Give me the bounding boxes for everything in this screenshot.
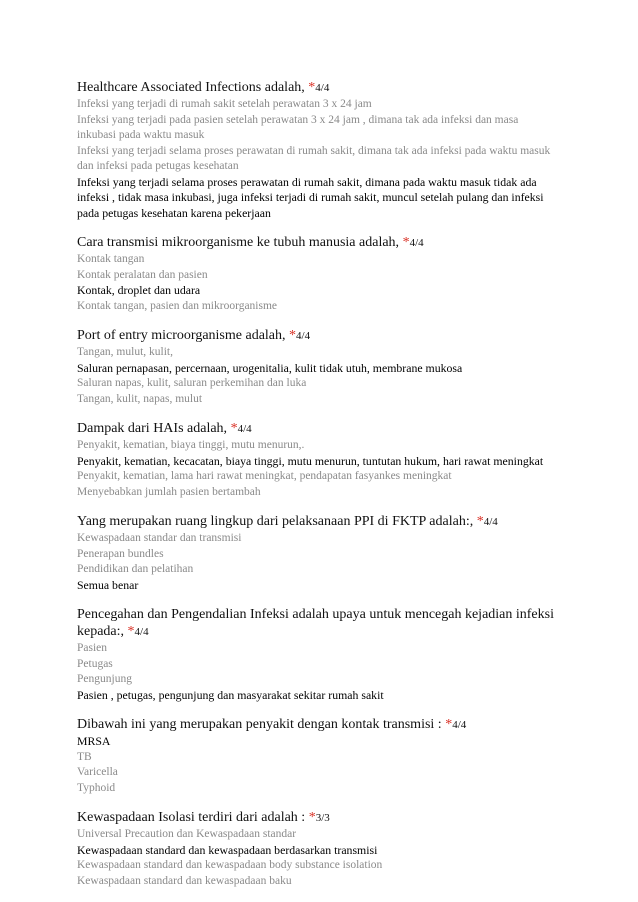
answer-option: Universal Precaution dan Kewaspadaan standar: [77, 828, 297, 840]
answer-option-selected: Kontak, droplet dan udara: [77, 283, 201, 297]
question-score: 3/3: [315, 812, 330, 824]
answer-option: Tangan, kulit, napas, mulut: [77, 392, 203, 405]
required-asterisk: *: [308, 810, 316, 825]
answer-option: Pengunjung: [77, 673, 132, 685]
required-asterisk: *: [445, 717, 453, 732]
answer-option-selected: Saluran pernapasan, percernaan, urogenitalia, kulit tidak utuh, membrane mukosa: [77, 360, 463, 375]
question-text: Healthcare Associated Infections adalah,: [77, 80, 305, 95]
question-title: [77, 606, 557, 641]
question-title: [77, 513, 557, 531]
question-score: 4/4: [296, 330, 311, 342]
answer-option-selected: Penyakit, kematian, kecacatan, biaya tinggi, mutu menurun, tuntutan hukum, hari rawat meningkat: [77, 453, 544, 468]
answer-option-selected: Infeksi yang terjadi selama proses perawatan di rumah sakit, dimana pada waktu masuk tidak ada infeksi , tidak masa inkubasi, juga infeksi terjadi di rumah sakit, muncul setelah pulang dan infeksi pada petugas kesehatan karena pekerjaan: [77, 174, 544, 220]
question-block: [77, 327, 557, 407]
required-asterisk: *: [289, 328, 297, 343]
answer-option-selected: Semua benar: [77, 577, 139, 592]
question-text: Port of entry microorganisme adalah,: [77, 328, 286, 343]
question-text: Cara transmisi mikroorganisme ke tubuh manusia adalah,: [77, 235, 400, 250]
question-block: [77, 234, 557, 314]
answer-option: Typhoid: [77, 781, 116, 794]
question-title: [77, 716, 557, 734]
question-text: Yang merupakan ruang lingkup dari pelaksanaan PPI di FKTP adalah:,: [77, 514, 474, 529]
question-score: 4/4: [483, 516, 498, 528]
required-asterisk: *: [230, 421, 238, 436]
answer-option: Pasien: [77, 642, 108, 654]
answer-option: Varicella: [77, 766, 118, 778]
question-title: [77, 79, 557, 97]
question-title: [77, 327, 557, 345]
answer-option: Kewaspadaan standard dan kewaspadaan baku: [77, 874, 292, 887]
answer-option-selected: MRSA: [77, 734, 111, 748]
question-score: 4/4: [409, 237, 424, 249]
answer-option: Kontak peralatan dan pasien: [77, 268, 208, 281]
answer-option: Menyebabkan jumlah pasien bertambah: [77, 485, 261, 498]
answer-option: Kontak tangan: [77, 253, 145, 265]
question-text: Dibawah ini yang merupakan penyakit dengan kontak transmisi :: [77, 717, 442, 732]
question-text: Kewaspadaan Isolasi terdiri dari adalah :: [77, 810, 306, 825]
answer-option: Infeksi yang terjadi selama proses perawatan di rumah sakit, dimana tak ada infeksi pada waktu masuk dan infeksi pada petugas kesehatan: [77, 144, 551, 172]
question-block: [77, 606, 557, 703]
required-asterisk: *: [476, 514, 484, 529]
answer-option-selected: Pasien , petugas, pengunjung dan masyarakat sekitar rumah sakit: [77, 687, 384, 702]
question-block: [77, 716, 557, 796]
question-block: [77, 809, 557, 889]
question-score: 4/4: [452, 719, 467, 731]
question-block: [77, 420, 557, 500]
answer-option: Penyakit, kematian, lama hari rawat meningkat, pendapatan fasyankes meningkat: [77, 470, 452, 482]
question-block: [77, 513, 557, 593]
answer-option: Kontak tangan, pasien dan mikroorganisme: [77, 299, 278, 312]
answer-option: Kewaspadaan standar dan transmisi: [77, 532, 242, 544]
answer-option-selected: Kewaspadaan standard dan kewaspadaan berdasarkan transmisi: [77, 842, 378, 857]
answer-option: Infeksi yang terjadi pada pasien setelah perawatan 3 x 24 jam , dimana tak ada infeksi dan masa inkubasi pada waktu masuk: [77, 113, 519, 141]
answer-option: Tangan, mulut, kulit,: [77, 346, 173, 358]
answer-option: Pendidikan dan pelatihan: [77, 563, 194, 575]
question-text: Pencegahan dan Pengendalian Infeksi adalah upaya untuk mencegah kejadian infeksi kepada:,: [77, 607, 554, 639]
answer-option: Saluran napas, kulit, saluran perkemihan dan luka: [77, 377, 307, 389]
answer-option: Kewaspadaan standard dan kewaspadaan body substance isolation: [77, 859, 383, 871]
question-score: 4/4: [134, 626, 149, 638]
required-asterisk: *: [402, 235, 410, 250]
required-asterisk: *: [308, 80, 316, 95]
question-score: 4/4: [237, 423, 252, 435]
answer-option: Infeksi yang terjadi di rumah sakit setelah perawatan 3 x 24 jam: [77, 98, 372, 110]
quiz-document: [77, 79, 557, 902]
question-title: [77, 809, 557, 827]
answer-option: Penyakit, kematian, biaya tinggi, mutu menurun,.: [77, 439, 305, 451]
question-title: [77, 234, 557, 252]
answer-option: Penerapan bundles: [77, 547, 164, 560]
answer-option: TB: [77, 750, 92, 763]
question-text: Dampak dari HAIs adalah,: [77, 421, 228, 436]
required-asterisk: *: [127, 624, 135, 639]
answer-option: Petugas: [77, 657, 113, 670]
question-score: 4/4: [315, 82, 330, 94]
question-title: [77, 420, 557, 438]
question-block: [77, 79, 557, 221]
